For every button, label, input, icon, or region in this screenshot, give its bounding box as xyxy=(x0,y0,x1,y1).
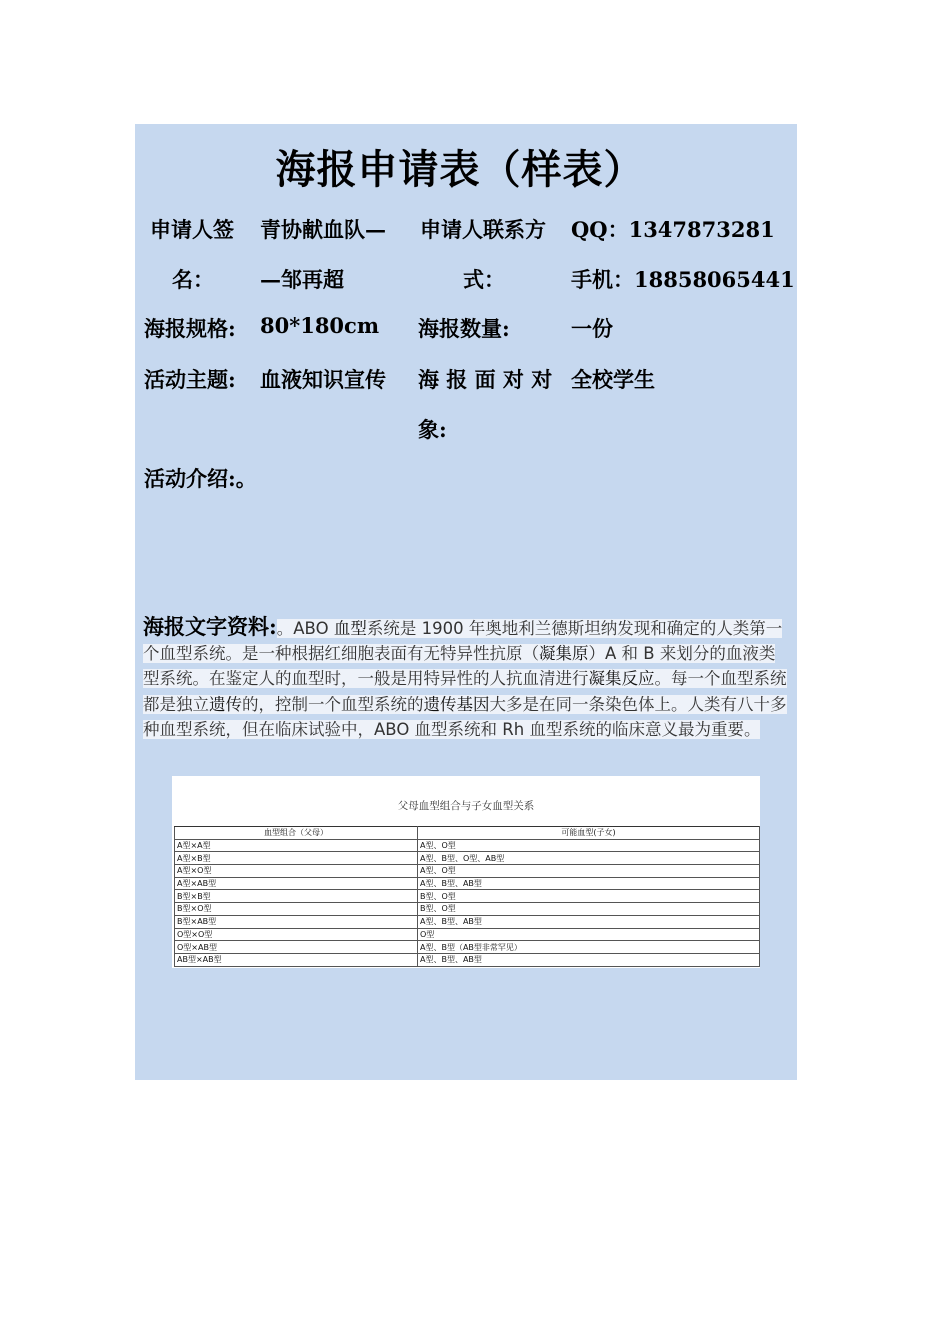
link-genes[interactable]: 遗传基因 xyxy=(423,694,490,714)
table-row: O型×O型 O型 xyxy=(175,928,760,941)
contact-phone: 手机：18858065441 xyxy=(571,267,795,292)
table-row: B型×B型 B型、O型 xyxy=(175,890,760,903)
link-heredity[interactable]: 遗传 xyxy=(209,694,242,714)
table-row: A型×A型 A型、O型 xyxy=(175,839,760,852)
contact-label: 申请人联系方 xyxy=(420,217,546,242)
applicant-value: 青协献血队— xyxy=(260,217,386,242)
link-blood-type[interactable]: 血型 xyxy=(333,619,367,638)
application-form-panel xyxy=(135,124,797,1080)
contact-label-cont: 式： xyxy=(463,267,505,292)
table-row: AB型×AB型 A型、B型、AB型 xyxy=(175,953,760,966)
applicant-value-cont: —邹再超 xyxy=(260,267,344,292)
size-label: 海报规格: xyxy=(144,316,236,341)
table-row: A型×O型 A型、O型 xyxy=(175,865,760,878)
poster-text-label: 海报文字资料: xyxy=(143,614,277,639)
intro-label: 活动介绍:。 xyxy=(144,466,257,491)
size-value: 80*180cm xyxy=(260,313,380,338)
link-agglutinogen[interactable]: 凝集原 xyxy=(539,644,589,664)
blood-type-table xyxy=(174,826,760,967)
table-header-parents: 血型组合（父母） xyxy=(175,827,418,840)
applicant-label-cont: 名： xyxy=(172,267,214,292)
quantity-value: 一份 xyxy=(571,316,613,341)
contact-qq: QQ：1347873281 xyxy=(571,217,775,242)
quantity-label: 海报数量: xyxy=(418,316,510,341)
audience-value: 全校学生 xyxy=(571,367,655,392)
table-row: B型×O型 B型、O型 xyxy=(175,903,760,916)
table-header-children: 可能血型(子女) xyxy=(418,827,760,840)
applicant-label: 申请人签 xyxy=(150,217,234,242)
link-agglutination[interactable]: 凝集反应 xyxy=(588,669,655,689)
poster-text-paragraph xyxy=(143,614,788,742)
table-row: B型×AB型 A型、B型、AB型 xyxy=(175,915,760,928)
form-title: 海报申请表（样表） xyxy=(275,146,645,193)
blood-type-table-image xyxy=(172,776,760,968)
audience-label: 海 报 面 对 对 xyxy=(418,367,553,392)
audience-label-cont: 象: xyxy=(418,417,447,442)
table-row: A型×B型 A型、B型、O型、AB型 xyxy=(175,852,760,865)
table-row: A型×AB型 A型、B型、AB型 xyxy=(175,877,760,890)
blood-table-title: 父母血型组合与子女血型关系 xyxy=(397,800,535,812)
table-row: O型×AB型 A型、B型（AB型非常罕见） xyxy=(175,941,760,954)
theme-value: 血液知识宣传 xyxy=(260,367,386,392)
theme-label: 活动主题: xyxy=(144,367,236,392)
poster-text-body: 。ABO 血型系统是 1900 年奥地利兰德斯坦纳发现和确定的人类第一个血型系统。是一种根据红细胞表面有无特异性抗原（凝集原）A 和 B 来划分的血液类型系统。在鉴定人的血型时，一般是用特异性的人抗血清进行凝集反应。每一个血型系统都是独立遗传的，控制一个血型系统的遗传基因大多是在同一条染色体上。人类有八十多种血型系统，但在临床试验中，ABO 血型系统和 Rh 血型系统的临床意义最为重要。 xyxy=(143,619,787,739)
table-header-row xyxy=(175,827,760,840)
